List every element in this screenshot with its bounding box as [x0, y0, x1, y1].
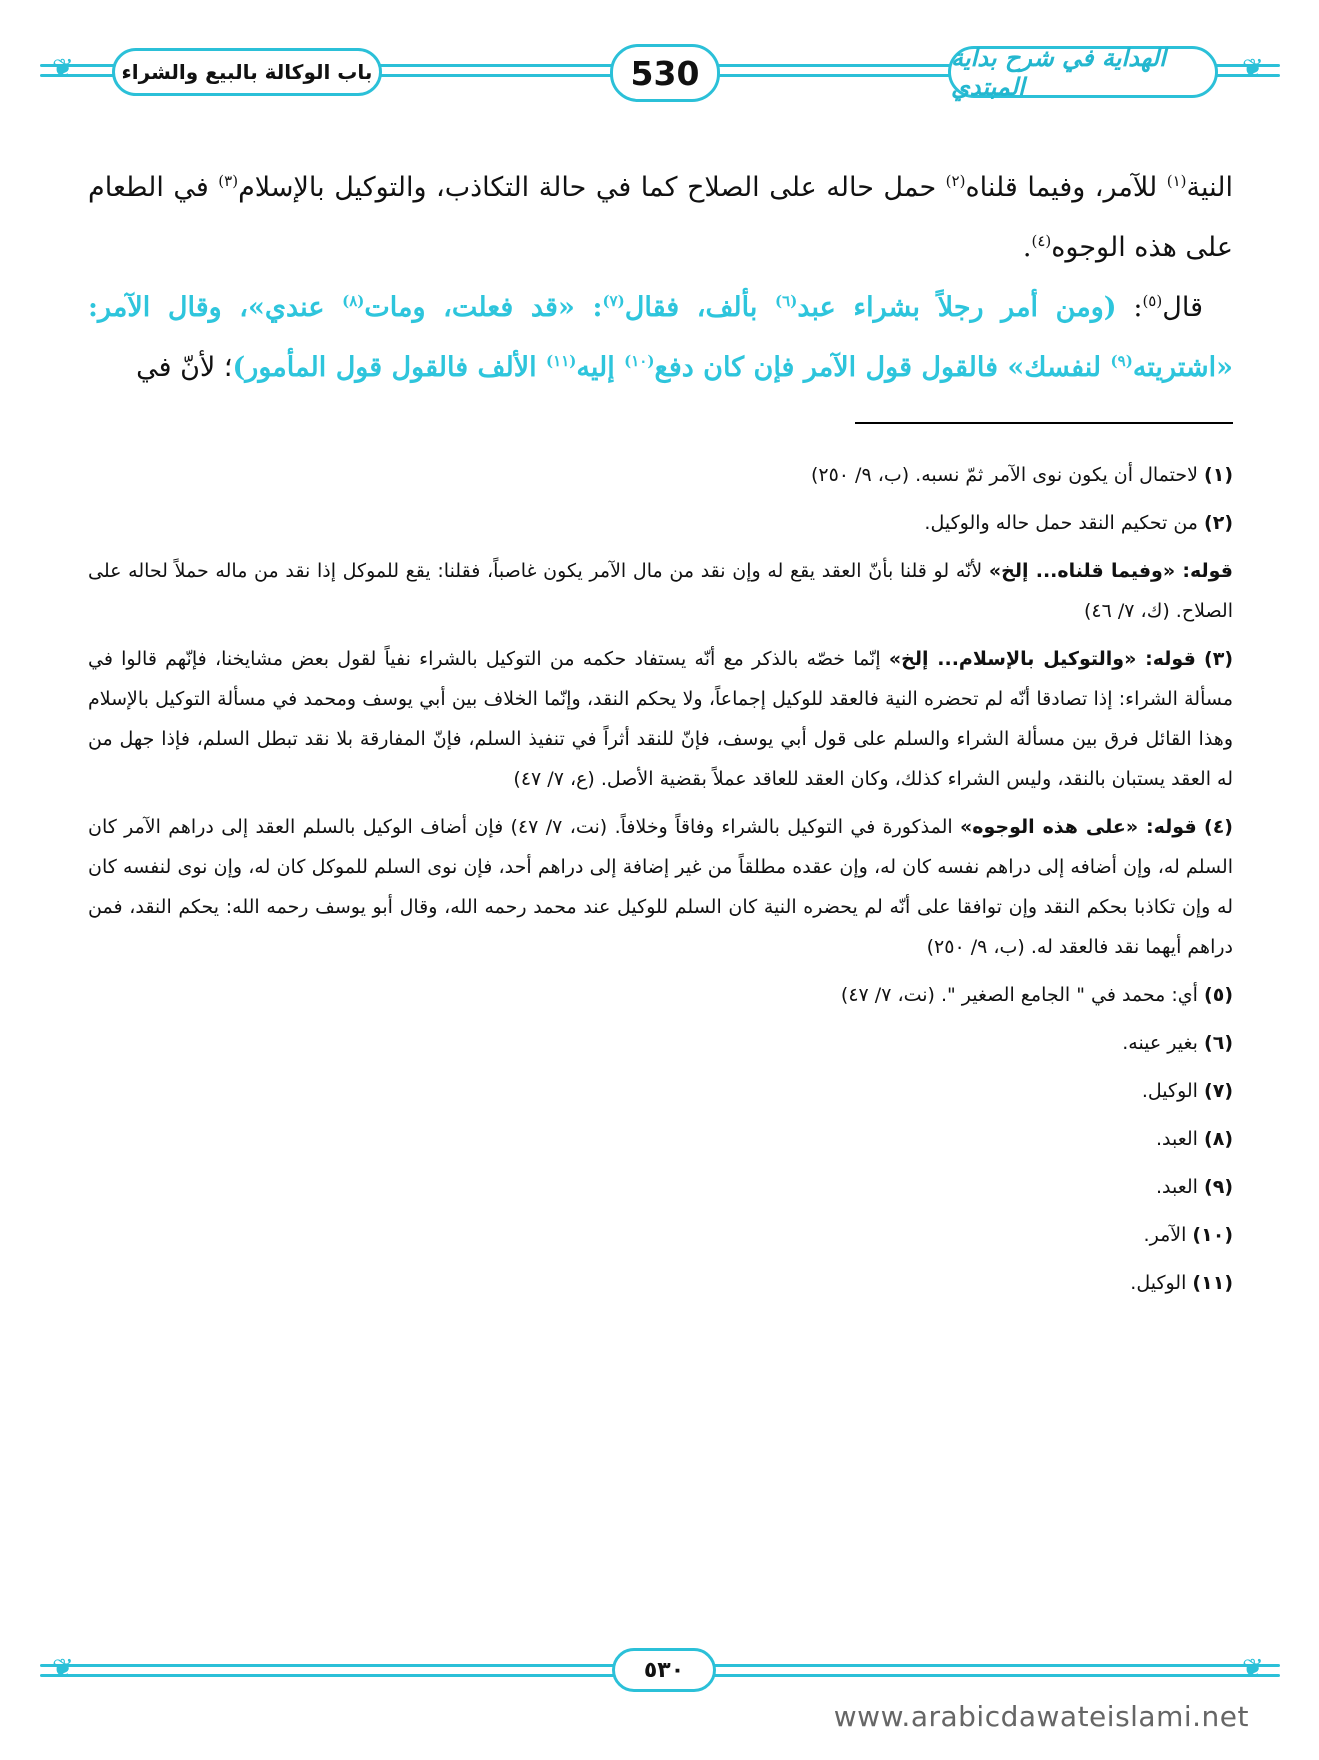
footnote-ref[interactable]: (٩): [1110, 352, 1133, 370]
matn-text: بألف، فقال: [624, 292, 776, 323]
matn-text: (ومن أمر رجلاً بشراء عبد: [797, 292, 1117, 323]
footnote-11: [88, 1263, 1233, 1303]
footnote-text: أي: محمد في " الجامع الصغير ". (نت، ٧/ ٤٧): [840, 984, 1198, 1006]
footnote-number: (١١): [1192, 1272, 1233, 1294]
footnote-number: (٧): [1204, 1080, 1233, 1102]
main-paragraph-2: [88, 278, 1233, 398]
footnote-text: الوكيل.: [1141, 1080, 1198, 1102]
footnote-number: (٩): [1204, 1176, 1233, 1198]
footnote-text: الوكيل.: [1130, 1272, 1187, 1294]
ornament-right-icon: ❦: [1242, 1654, 1264, 1684]
footnotes: [88, 455, 1233, 1311]
text-run: قال: [1162, 292, 1203, 323]
text-run: في الطعام على هذه الوجوه: [88, 172, 1233, 263]
matn-text: إليه: [576, 352, 625, 383]
footer-page-number: ٥٣٠: [643, 1657, 685, 1683]
footnote-text: من تحكيم النقد حمل حاله والوكيل.: [924, 512, 1198, 534]
page-number-box: [610, 44, 720, 102]
footnote-2-commentary: [88, 551, 1233, 631]
footnote-ref[interactable]: (٦): [775, 292, 798, 310]
text-run: .: [1022, 232, 1032, 263]
commentary-lead: قوله: «على هذه الوجوه»: [960, 816, 1197, 838]
footnote-number: (٥): [1204, 984, 1233, 1006]
footnote-text: الآمر.: [1143, 1224, 1187, 1246]
footnote-number: (٣): [1204, 648, 1233, 670]
footnote-ref[interactable]: (٢): [945, 172, 966, 190]
footnote-1: [88, 455, 1233, 495]
footnote-number: (٢): [1204, 512, 1233, 534]
footer-page-number-box: [612, 1648, 716, 1692]
footnote-ref[interactable]: (٣): [218, 172, 239, 190]
footnote-ref[interactable]: (٧): [602, 292, 625, 310]
footnote-8: [88, 1119, 1233, 1159]
matn-text: : «قد فعلت، ومات: [364, 292, 603, 323]
website-url[interactable]: www.arabicdawateislami.net: [833, 1700, 1249, 1733]
ornament-left-icon: ❦: [52, 1654, 74, 1684]
ornament-right-icon: ❦: [1242, 54, 1264, 84]
footnote-ref[interactable]: (٨): [342, 292, 365, 310]
footnote-text: إنّما خصّه بالذكر مع أنّه يستفاد حكمه من التوكيل بالشراء نفياً لقول بعض مشايخنا، فإنّهم قالوا في مسألة الشراء: إذا تصادقا أنّه لم تحضره النية فالعقد للوكيل إجماعاً، ولا يحكم النقد، وإنّما الخلاف بين أبي يوسف ومحمد في مسألة التوكيل بالإسلام وهذا القائل فرق بين مسألة الشراء والسلم على قول أبي يوسف، فإنّ للنقد أثراً في تنفيذ السلم، فإنّ المفارقة بلا نقد تبطل السلم، فإذا جهل من له العقد يستبان بالنقد، وليس الشراء كذلك، وكان العقد للعاقد عملاً بقضية الأصل. (ع، ٧/ ٤٧): [88, 648, 1233, 790]
text-run: ؛ لأنّ في: [136, 352, 233, 383]
commentary-lead: قوله: «وفيما قلناه... إلخ»: [988, 560, 1233, 582]
footnote-5: [88, 975, 1233, 1015]
text-run: :: [1116, 292, 1143, 323]
matn-text: عندي»، وقال الآمر: «اشتريته: [88, 292, 1233, 383]
footnote-text: بغير عينه.: [1122, 1032, 1198, 1054]
footnote-number: (٨): [1204, 1128, 1233, 1150]
book-title: الهداية في شرح بداية المبتدي: [951, 43, 1166, 101]
chapter-title: باب الوكالة بالبيع والشراء: [121, 60, 373, 84]
footnote-9: [88, 1167, 1233, 1207]
main-paragraph-1: [88, 158, 1233, 278]
footnote-7: [88, 1071, 1233, 1111]
footnote-number: (٦): [1204, 1032, 1233, 1054]
commentary-lead: قوله: «والتوكيل بالإسلام... إلخ»: [888, 648, 1196, 670]
footnote-10: [88, 1215, 1233, 1255]
footnote-ref[interactable]: (٤): [1031, 232, 1052, 250]
footnote-ref[interactable]: (١٠): [624, 352, 655, 370]
matn-text: لنفسك» فالقول قول الآمر فإن كان دفع: [654, 352, 1111, 383]
footnote-4: [88, 807, 1233, 967]
footnote-ref[interactable]: (١١): [546, 352, 577, 370]
book-title-box: [948, 43, 1218, 101]
footnote-number: (٤): [1204, 816, 1233, 838]
footnote-ref[interactable]: (١): [1166, 172, 1187, 190]
chapter-title-box: [112, 48, 382, 96]
text-run: النية: [1186, 172, 1233, 203]
footnote-6: [88, 1023, 1233, 1063]
footnote-text: لاحتمال أن يكون نوى الآمر ثمّ نسبه. (ب، ٩/ ٢٥٠): [810, 464, 1198, 486]
footnote-text: العبد.: [1155, 1176, 1198, 1198]
text-run: للآمر، وفيما قلناه: [965, 172, 1167, 203]
page-number: 530: [630, 53, 700, 93]
footnote-3: [88, 639, 1233, 799]
footnote-text: العبد.: [1155, 1128, 1198, 1150]
matn-text: الألف فالقول قول المأمور): [232, 352, 547, 383]
footnote-ref[interactable]: (٥): [1142, 292, 1163, 310]
footnote-number: (١): [1204, 464, 1233, 486]
footnote-separator: [855, 422, 1233, 424]
footnote-number: (١٠): [1192, 1224, 1233, 1246]
text-run: حمل حاله على الصلاح كما في حالة التكاذب، والتوكيل بالإسلام: [238, 172, 946, 203]
ornament-left-icon: ❦: [52, 54, 74, 84]
footnote-text: لأنّه لو قلنا بأنّ العقد يقع له وإن نقد من مال الآمر يكون غاصباً، فقلنا: يقع للموكل إذا نقد من ماله حملاً لحاله على الصلاح. (ك، ٧/ ٤٦): [88, 560, 1233, 622]
footnote-text: المذكورة في التوكيل بالشراء وفاقاً وخلافاً. (نت، ٧/ ٤٧) فإن أضاف الوكيل بالسلم العقد إلى دراهم الآمر كان السلم له، وإن أضافه إلى دراهم نفسه كان له، وإن عقده مطلقاً من غير إضافة إلى دراهم أحد، فإن نوى السلم للموكل كان له، وإن نوى لنفسه كان له وإن تكاذبا بحكم النقد وإن توافقا على أنّه لم يحضره النية كان السلم للوكيل عند محمد رحمه الله، وقال أبو يوسف رحمه الله: يحكم النقد، فمن دراهم أيهما نقد فالعقد له. (ب، ٩/ ٢٥٠): [88, 816, 1233, 958]
main-text: [88, 158, 1233, 398]
footnote-2: [88, 503, 1233, 543]
